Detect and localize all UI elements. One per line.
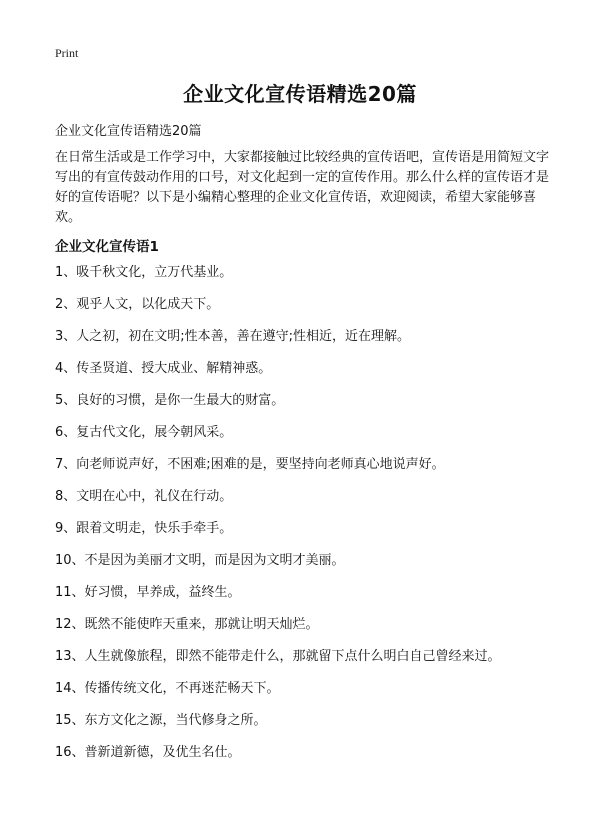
slogan-item: 2、观乎人文，以化成天下。 [55, 297, 220, 312]
document-subtitle: 企业文化宣传语精选20篇 [55, 124, 202, 139]
slogan-item: 12、既然不能使昨天重来，那就让明天灿烂。 [55, 617, 319, 632]
slogan-item: 11、好习惯，早养成，益终生。 [55, 585, 241, 600]
slogan-item: 9、跟着文明走，快乐手牵手。 [55, 521, 233, 536]
slogan-list [55, 265, 555, 777]
slogan-item: 7、向老师说声好，不困难;困难的是，要坚持向老师真心地说声好。 [55, 457, 445, 472]
slogan-item: 13、人生就像旅程，即然不能带走什么，那就留下点什么明白自己曾经来过。 [55, 649, 501, 664]
slogan-item: 8、文明在心中，礼仪在行动。 [55, 489, 233, 504]
slogan-item: 5、良好的习惯，是你一生最大的财富。 [55, 393, 285, 408]
section-heading: 企业文化宣传语1 [55, 239, 159, 255]
slogan-item: 16、普新道新德，及优生名仕。 [55, 745, 241, 760]
slogan-item: 6、复古代文化，展今朝风采。 [55, 425, 233, 440]
print-label: Print [55, 46, 79, 60]
slogan-item: 10、不是因为美丽才文明，而是因为文明才美丽。 [55, 553, 345, 568]
slogan-item: 1、吸千秋文化，立万代基业。 [55, 265, 233, 280]
slogan-item: 14、传播传统文化，不再迷茫畅天下。 [55, 681, 280, 696]
slogan-item: 3、人之初，初在文明;性本善，善在遵守;性相近，近在理解。 [55, 329, 411, 344]
document-title: 企业文化宣传语精选20篇 [183, 82, 417, 106]
slogan-item: 15、东方文化之源，当代修身之所。 [55, 713, 267, 728]
intro-paragraph: 在日常生活或是工作学习中，大家都接触过比较经典的宣传语吧，宣传语是用简短文字写出的有宣传鼓动作用的口号，对文化起到一定的宣传作用。那么什么样的宣传语才是好的宣传语呢？以下是小编精心整理的企业文化宣传语，欢迎阅读，希望大家能够喜欢。 [55, 150, 550, 225]
slogan-item: 4、传圣贤道、授大成业、解精神惑。 [55, 361, 272, 376]
